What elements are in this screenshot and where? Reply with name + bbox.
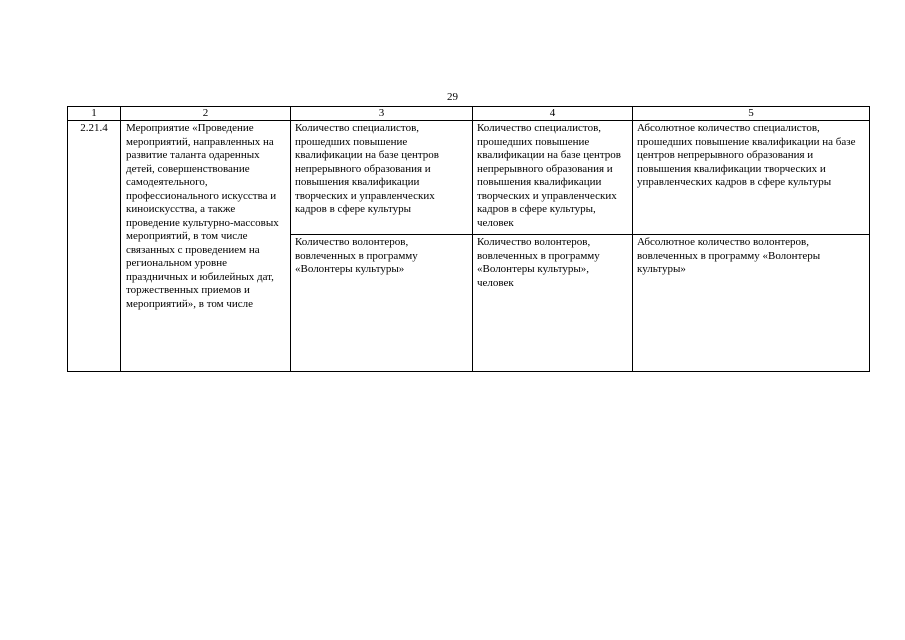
row-number: 2.21.4	[68, 121, 121, 372]
indicator-1-col4: Количество специалистов, прошедших повышение квалификации на базе центров непрерывного образования и повышения квалификации творческих и управленческих кадров в сфере культуры, человек	[473, 121, 633, 235]
table-row	[68, 121, 870, 235]
indicator-2-col5: Абсолютное количество волонтеров, вовлеченных в программу «Волонтеры культуры»	[633, 235, 870, 372]
indicator-2-col4: Количество волонтеров, вовлеченных в программу «Волонтеры культуры», человек	[473, 235, 633, 372]
event-description: Мероприятие «Проведение мероприятий, направленных на развитие таланта одаренных детей, совершенствование самодеятельного, профессионального искусства и киноискусства, а также проведение культурно-массовых мероприятий, в том числе связанных с проведением на региональном уровне праздничных и юбилейных дат, торжественных приемов и мероприятий», в том числе	[121, 121, 291, 372]
indicator-2-col3: Количество волонтеров, вовлеченных в программу «Волонтеры культуры»	[291, 235, 473, 372]
column-header-3: 3	[291, 107, 473, 121]
indicator-1-col3: Количество специалистов, прошедших повышение квалификации на базе центров непрерывного образования и повышения квалификации творческих и управленческих кадров в сфере культуры	[291, 121, 473, 235]
column-header-4: 4	[473, 107, 633, 121]
page-number: 29	[447, 91, 458, 103]
indicators-table	[67, 106, 870, 372]
column-header-1: 1	[68, 107, 121, 121]
table-header-row	[68, 107, 870, 121]
indicator-1-col5: Абсолютное количество специалистов, прошедших повышение квалификации на базе центров непрерывного образования и повышения квалификации творческих и управленческих кадров в сфере культуры	[633, 121, 870, 235]
column-header-2: 2	[121, 107, 291, 121]
column-header-5: 5	[633, 107, 870, 121]
